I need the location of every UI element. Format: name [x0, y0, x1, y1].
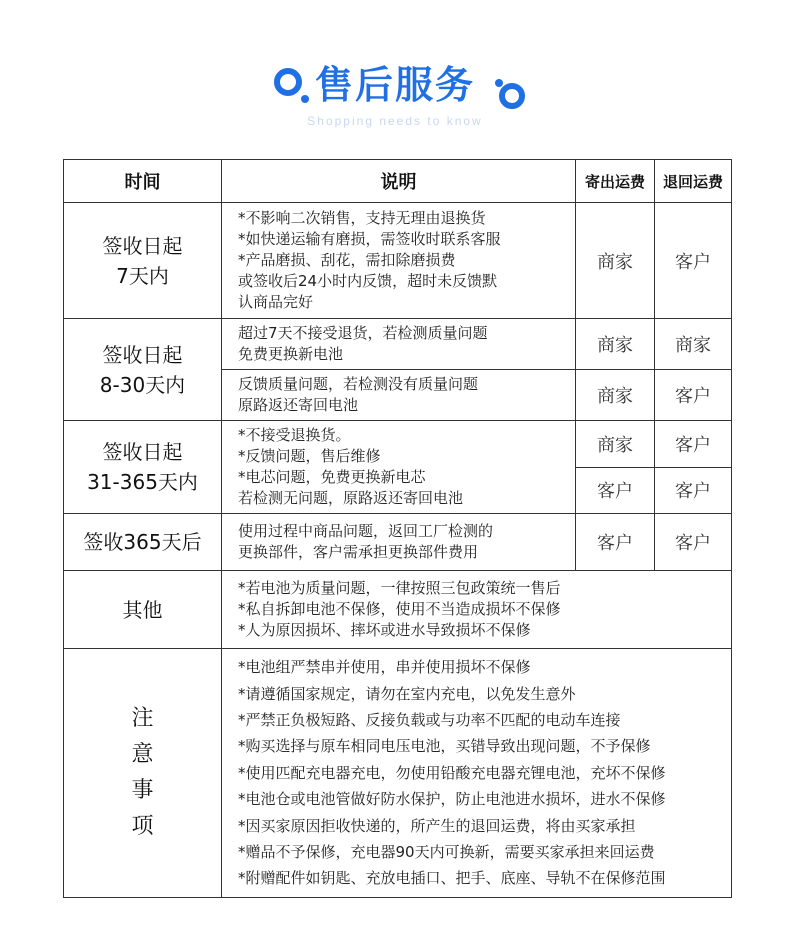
desc-cell — [222, 319, 576, 370]
desc-cell — [222, 203, 576, 319]
desc-line: *人为原因损坏、摔坏或进水导致损坏不保修 — [238, 621, 531, 639]
time-cell — [64, 421, 222, 514]
table-header-row — [64, 160, 732, 203]
header — [0, 0, 790, 150]
table-row-notes — [64, 649, 732, 898]
send-fee-cell: 商家 — [576, 203, 655, 319]
desc-line: *反馈问题，售后维修 — [238, 447, 381, 465]
return-fee-cell: 客户 — [655, 467, 732, 514]
desc-line: *不影响二次销售，支持无理由退换货 — [238, 209, 486, 227]
note-line: *严禁正负极短路、反接负载或与功率不匹配的电动车连接 — [238, 710, 621, 729]
send-fee-cell: 商家 — [576, 370, 655, 421]
note-line: *请遵循国家规定，请勿在室内充电，以免发生意外 — [238, 684, 576, 703]
time-text: 7天内 — [116, 263, 169, 288]
table-row — [64, 421, 732, 468]
time-text: 签收日起 — [102, 440, 183, 464]
desc-line: 反馈质量问题，若检测没有质量问题 — [238, 375, 479, 393]
return-fee-cell: 客户 — [655, 514, 732, 571]
note-line: *电池仓或电池管做好防水保护，防止电池进水损坏，进水不保修 — [238, 790, 666, 809]
header-desc: 说明 — [222, 160, 576, 203]
page-title: 售后服务 — [314, 63, 475, 107]
desc-line: *电芯问题，免费更换新电芯 — [238, 468, 426, 486]
desc-cell — [222, 514, 576, 571]
desc-line: *私自拆卸电池不保修，使用不当造成损坏不保修 — [238, 600, 561, 618]
notes-desc-cell — [222, 649, 732, 898]
time-cell — [64, 203, 222, 319]
desc-line: 或签收后24小时内反馈，超时未反馈默 — [238, 272, 498, 290]
note-line: *因买家原因拒收快递的，所产生的退回运费，将由买家承担 — [238, 816, 636, 835]
desc-line: *若电池为质量问题，一律按照三包政策统一售后 — [238, 579, 561, 597]
notes-label-char: 注 — [131, 706, 154, 731]
header-time: 时间 — [64, 160, 222, 203]
desc-line: 若检测无问题，原路返还寄回电池 — [238, 489, 464, 507]
desc-line: 认商品完好 — [238, 293, 314, 311]
send-fee-cell: 客户 — [576, 514, 655, 571]
desc-line: *不接受退换货。 — [238, 426, 351, 444]
other-label: 其他 — [64, 571, 222, 649]
send-fee-cell: 客户 — [576, 467, 655, 514]
table-row — [64, 203, 732, 319]
notes-label-char: 意 — [131, 742, 154, 767]
return-fee-cell: 客户 — [655, 370, 732, 421]
note-line: *购买选择与原车相同电压电池，买错导致出现问题，不予保修 — [238, 737, 651, 756]
desc-line: 超过7天不接受退货，若检测质量问题 — [238, 324, 488, 342]
other-desc-cell — [222, 571, 732, 649]
table-row — [64, 514, 732, 571]
time-text: 签收日起 — [102, 342, 183, 367]
notes-label-char: 项 — [131, 814, 154, 839]
after-sales-table — [63, 159, 732, 898]
note-line: *附赠配件如钥匙、充放电插口、把手、底座、导轨不在保修范围 — [238, 869, 666, 888]
time-text: 31-365天内 — [87, 470, 198, 494]
desc-line: 使用过程中商品问题，返回工厂检测的 — [238, 522, 494, 540]
desc-cell — [222, 370, 576, 421]
desc-line: *如快递运输有磨损，需签收时联系客服 — [238, 230, 501, 248]
send-fee-cell: 商家 — [576, 319, 655, 370]
notes-label-char: 事 — [131, 778, 154, 803]
table-row — [64, 319, 732, 370]
return-fee-cell: 商家 — [655, 319, 732, 370]
header-send-fee: 寄出运费 — [576, 160, 655, 203]
desc-line: *产品磨损、刮花，需扣除磨损费 — [238, 251, 456, 269]
header-return-fee: 退回运费 — [655, 160, 732, 203]
return-fee-cell: 客户 — [655, 203, 732, 319]
desc-line: 原路返还寄回电池 — [238, 396, 359, 414]
table-row-other — [64, 571, 732, 649]
time-cell: 签收365天后 — [64, 514, 222, 571]
return-fee-cell: 客户 — [655, 421, 732, 468]
note-line: *电池组严禁串并使用，串并使用损坏不保修 — [238, 658, 531, 677]
time-cell — [64, 319, 222, 421]
desc-line: 更换部件，客户需承担更换部件费用 — [238, 543, 479, 561]
notes-label — [64, 649, 222, 898]
note-line: *使用匹配充电器充电，勿使用铅酸充电器充锂电池，充坏不保修 — [238, 763, 666, 782]
time-text: 8-30天内 — [99, 372, 186, 397]
page-subtitle: Shopping needs to know — [307, 114, 483, 128]
note-line: *赠品不予保修，充电器90天内可换新，需要买家承担来回运费 — [238, 843, 655, 862]
desc-cell — [222, 421, 576, 514]
circle-dot-icon — [492, 76, 526, 110]
desc-line: 免费更换新电池 — [238, 345, 344, 363]
time-text: 签收日起 — [102, 233, 183, 258]
send-fee-cell: 商家 — [576, 421, 655, 468]
